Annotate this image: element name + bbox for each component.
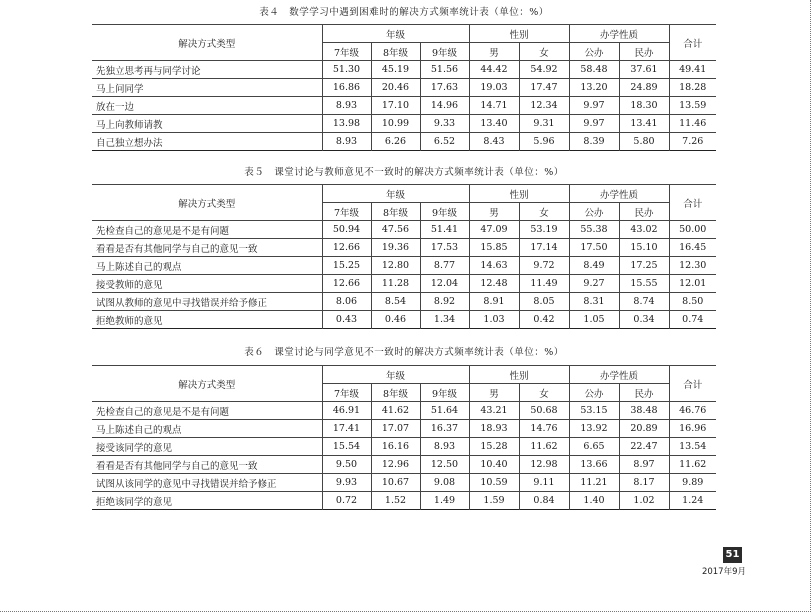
grade-group-header: 年级 xyxy=(322,366,469,384)
grade-header: 8年级 xyxy=(371,384,420,402)
cell-value: 19.03 xyxy=(469,79,519,97)
gender-header: 男 xyxy=(469,384,519,402)
cell-value: 9.08 xyxy=(420,474,469,492)
cell-value: 8.91 xyxy=(469,293,519,311)
table5-caption: 表５ 课堂讨论与教师意见不一致时的解决方式频率统计表（单位：%） xyxy=(244,167,564,178)
cell-value: 17.50 xyxy=(569,239,619,257)
cell-value: 8.39 xyxy=(569,133,619,151)
cell-value: 10.40 xyxy=(469,456,519,474)
cell-value: 8.54 xyxy=(371,293,420,311)
row-label: 先检查自己的意见是不是有问题 xyxy=(92,402,322,420)
cell-value: 0.74 xyxy=(669,311,716,329)
nature-group-header: 办学性质 xyxy=(569,25,669,43)
cell-value: 55.38 xyxy=(569,221,619,239)
cell-value: 14.63 xyxy=(469,257,519,275)
row-label: 试图从教师的意见中寻找错误并给予修正 xyxy=(92,293,322,311)
table-row xyxy=(92,438,716,456)
grade-header: 8年级 xyxy=(371,203,420,221)
cell-value: 19.36 xyxy=(371,239,420,257)
cell-value: 15.28 xyxy=(469,438,519,456)
total-header: 合计 xyxy=(669,25,716,61)
gender-group-header: 性别 xyxy=(469,185,569,203)
cell-value: 12.48 xyxy=(469,275,519,293)
cell-value: 17.63 xyxy=(420,79,469,97)
table-row xyxy=(92,61,716,79)
table6-caption: 表６ 课堂讨论与同学意见不一致时的解决方式频率统计表（单位：%） xyxy=(244,347,564,358)
cell-value: 15.55 xyxy=(619,275,669,293)
table-row xyxy=(92,221,716,239)
cell-value: 6.26 xyxy=(371,133,420,151)
cell-value: 8.92 xyxy=(420,293,469,311)
table-row xyxy=(92,420,716,438)
grade-header: 9年级 xyxy=(420,203,469,221)
row-label: 马上问同学 xyxy=(92,79,322,97)
cell-value: 6.52 xyxy=(420,133,469,151)
grade-header: 9年级 xyxy=(420,43,469,61)
cell-value: 7.26 xyxy=(669,133,716,151)
cell-value: 8.05 xyxy=(519,293,569,311)
cell-value: 16.45 xyxy=(669,239,716,257)
cell-value: 50.68 xyxy=(519,402,569,420)
cell-value: 9.97 xyxy=(569,97,619,115)
cell-value: 16.96 xyxy=(669,420,716,438)
cell-value: 37.61 xyxy=(619,61,669,79)
nature-header: 公办 xyxy=(569,43,619,61)
table4-caption: 表４ 数学学习中遇到困难时的解决方式频率统计表（单位：%） xyxy=(259,7,549,18)
header-row xyxy=(92,366,716,384)
cell-value: 12.04 xyxy=(420,275,469,293)
table-row xyxy=(92,239,716,257)
cell-value: 13.66 xyxy=(569,456,619,474)
cell-value: 11.28 xyxy=(371,275,420,293)
nature-header: 公办 xyxy=(569,384,619,402)
cell-value: 47.09 xyxy=(469,221,519,239)
cell-value: 13.98 xyxy=(322,115,371,133)
nature-header: 民办 xyxy=(619,43,669,61)
table6 xyxy=(92,365,716,510)
cell-value: 1.49 xyxy=(420,492,469,510)
cell-value: 58.48 xyxy=(569,61,619,79)
cell-value: 9.89 xyxy=(669,474,716,492)
grade-header: 7年级 xyxy=(322,43,371,61)
cell-value: 41.62 xyxy=(371,402,420,420)
cell-value: 6.65 xyxy=(569,438,619,456)
nature-header: 民办 xyxy=(619,384,669,402)
cell-value: 8.50 xyxy=(669,293,716,311)
cell-value: 16.86 xyxy=(322,79,371,97)
cell-value: 8.74 xyxy=(619,293,669,311)
row-label: 接受教师的意见 xyxy=(92,275,322,293)
cell-value: 14.96 xyxy=(420,97,469,115)
cell-value: 8.17 xyxy=(619,474,669,492)
cell-value: 0.42 xyxy=(519,311,569,329)
grade-group-header: 年级 xyxy=(322,25,469,43)
cell-value: 9.93 xyxy=(322,474,371,492)
grade-header: 7年级 xyxy=(322,384,371,402)
cell-value: 8.06 xyxy=(322,293,371,311)
cell-value: 16.16 xyxy=(371,438,420,456)
grade-header: 9年级 xyxy=(420,384,469,402)
cell-value: 51.41 xyxy=(420,221,469,239)
table5 xyxy=(92,184,716,329)
row-label: 马上陈述自己的观点 xyxy=(92,420,322,438)
cell-value: 13.59 xyxy=(669,97,716,115)
cell-value: 49.41 xyxy=(669,61,716,79)
cell-value: 51.30 xyxy=(322,61,371,79)
grade-header: 8年级 xyxy=(371,43,420,61)
gender-header: 男 xyxy=(469,203,519,221)
cell-value: 12.01 xyxy=(669,275,716,293)
cell-value: 9.97 xyxy=(569,115,619,133)
gender-group-header: 性别 xyxy=(469,25,569,43)
cell-value: 20.89 xyxy=(619,420,669,438)
cell-value: 17.41 xyxy=(322,420,371,438)
cell-value: 8.49 xyxy=(569,257,619,275)
cell-value: 15.10 xyxy=(619,239,669,257)
cell-value: 1.52 xyxy=(371,492,420,510)
cell-value: 10.67 xyxy=(371,474,420,492)
cell-value: 12.30 xyxy=(669,257,716,275)
cell-value: 38.48 xyxy=(619,402,669,420)
cell-value: 9.27 xyxy=(569,275,619,293)
cell-value: 9.33 xyxy=(420,115,469,133)
cell-value: 15.85 xyxy=(469,239,519,257)
table-row xyxy=(92,97,716,115)
cell-value: 17.53 xyxy=(420,239,469,257)
cell-value: 50.94 xyxy=(322,221,371,239)
cell-value: 8.93 xyxy=(322,133,371,151)
cell-value: 17.07 xyxy=(371,420,420,438)
cell-value: 11.21 xyxy=(569,474,619,492)
cell-value: 14.76 xyxy=(519,420,569,438)
cell-value: 13.41 xyxy=(619,115,669,133)
nature-header: 民办 xyxy=(619,203,669,221)
cell-value: 5.80 xyxy=(619,133,669,151)
cell-value: 17.14 xyxy=(519,239,569,257)
cell-value: 13.40 xyxy=(469,115,519,133)
cell-value: 54.92 xyxy=(519,61,569,79)
cell-value: 43.02 xyxy=(619,221,669,239)
gender-header: 男 xyxy=(469,43,519,61)
table-row xyxy=(92,293,716,311)
cell-value: 18.93 xyxy=(469,420,519,438)
nature-group-header: 办学性质 xyxy=(569,185,669,203)
issue-date: 2017年9月 xyxy=(701,567,746,577)
cell-value: 13.54 xyxy=(669,438,716,456)
cell-value: 12.98 xyxy=(519,456,569,474)
cell-value: 10.99 xyxy=(371,115,420,133)
cell-value: 51.56 xyxy=(420,61,469,79)
cell-value: 1.59 xyxy=(469,492,519,510)
cell-value: 9.50 xyxy=(322,456,371,474)
cell-value: 20.46 xyxy=(371,79,420,97)
table-row xyxy=(92,456,716,474)
cell-value: 0.43 xyxy=(322,311,371,329)
grade-group-header: 年级 xyxy=(322,185,469,203)
cell-value: 1.03 xyxy=(469,311,519,329)
row-label: 看看是否有其他同学与自己的意见一致 xyxy=(92,456,322,474)
cell-value: 9.72 xyxy=(519,257,569,275)
type-header: 解决方式类型 xyxy=(92,366,322,402)
row-label: 接受该同学的意见 xyxy=(92,438,322,456)
cell-value: 1.24 xyxy=(669,492,716,510)
cell-value: 17.47 xyxy=(519,79,569,97)
total-header: 合计 xyxy=(669,185,716,221)
cell-value: 9.31 xyxy=(519,115,569,133)
row-label: 试图从该同学的意见中寻找错误并给予修正 xyxy=(92,474,322,492)
cell-value: 12.50 xyxy=(420,456,469,474)
total-header: 合计 xyxy=(669,366,716,402)
cell-value: 8.43 xyxy=(469,133,519,151)
cell-value: 46.76 xyxy=(669,402,716,420)
cell-value: 8.97 xyxy=(619,456,669,474)
table-row xyxy=(92,311,716,329)
cell-value: 13.20 xyxy=(569,79,619,97)
cell-value: 11.46 xyxy=(669,115,716,133)
cell-value: 15.54 xyxy=(322,438,371,456)
cell-value: 1.40 xyxy=(569,492,619,510)
table-row xyxy=(92,133,716,151)
cell-value: 44.42 xyxy=(469,61,519,79)
cell-value: 45.19 xyxy=(371,61,420,79)
cell-value: 8.77 xyxy=(420,257,469,275)
row-label: 马上向教师请教 xyxy=(92,115,322,133)
cell-value: 0.34 xyxy=(619,311,669,329)
grade-header: 7年级 xyxy=(322,203,371,221)
cell-value: 0.46 xyxy=(371,311,420,329)
row-label: 看看是否有其他同学与自己的意见一致 xyxy=(92,239,322,257)
cell-value: 46.91 xyxy=(322,402,371,420)
table-row xyxy=(92,492,716,510)
cell-value: 10.59 xyxy=(469,474,519,492)
cell-value: 8.93 xyxy=(322,97,371,115)
cell-value: 1.34 xyxy=(420,311,469,329)
row-label: 拒绝该同学的意见 xyxy=(92,492,322,510)
header-row xyxy=(92,185,716,203)
table4 xyxy=(92,24,716,151)
cell-value: 11.62 xyxy=(669,456,716,474)
gender-header: 女 xyxy=(519,384,569,402)
gender-header: 女 xyxy=(519,43,569,61)
cell-value: 11.49 xyxy=(519,275,569,293)
cell-value: 5.96 xyxy=(519,133,569,151)
cell-value: 8.31 xyxy=(569,293,619,311)
cell-value: 15.25 xyxy=(322,257,371,275)
cell-value: 13.92 xyxy=(569,420,619,438)
cell-value: 12.66 xyxy=(322,275,371,293)
cell-value: 47.56 xyxy=(371,221,420,239)
row-label: 先独立思考再与同学讨论 xyxy=(92,61,322,79)
cell-value: 12.96 xyxy=(371,456,420,474)
cell-value: 51.64 xyxy=(420,402,469,420)
cell-value: 1.02 xyxy=(619,492,669,510)
cell-value: 14.71 xyxy=(469,97,519,115)
cell-value: 18.30 xyxy=(619,97,669,115)
cell-value: 0.72 xyxy=(322,492,371,510)
row-label: 拒绝教师的意见 xyxy=(92,311,322,329)
row-label: 放在一边 xyxy=(92,97,322,115)
row-label: 自己独立想办法 xyxy=(92,133,322,151)
cell-value: 24.89 xyxy=(619,79,669,97)
gender-group-header: 性别 xyxy=(469,366,569,384)
cell-value: 50.00 xyxy=(669,221,716,239)
cell-value: 53.15 xyxy=(569,402,619,420)
table-row xyxy=(92,79,716,97)
cell-value: 16.37 xyxy=(420,420,469,438)
row-label: 先检查自己的意见是不是有问题 xyxy=(92,221,322,239)
table-row xyxy=(92,115,716,133)
table-row xyxy=(92,275,716,293)
cell-value: 1.05 xyxy=(569,311,619,329)
cell-value: 17.10 xyxy=(371,97,420,115)
cell-value: 12.34 xyxy=(519,97,569,115)
cell-value: 18.28 xyxy=(669,79,716,97)
gender-header: 女 xyxy=(519,203,569,221)
nature-header: 公办 xyxy=(569,203,619,221)
header-row xyxy=(92,25,716,43)
cell-value: 9.11 xyxy=(519,474,569,492)
type-header: 解决方式类型 xyxy=(92,185,322,221)
nature-group-header: 办学性质 xyxy=(569,366,669,384)
page-number: 51 xyxy=(723,547,742,563)
row-label: 马上陈述自己的观点 xyxy=(92,257,322,275)
cell-value: 12.66 xyxy=(322,239,371,257)
table-row xyxy=(92,257,716,275)
type-header: 解决方式类型 xyxy=(92,25,322,61)
table-row xyxy=(92,402,716,420)
cell-value: 43.21 xyxy=(469,402,519,420)
cell-value: 0.84 xyxy=(519,492,569,510)
cell-value: 53.19 xyxy=(519,221,569,239)
cell-value: 17.25 xyxy=(619,257,669,275)
cell-value: 22.47 xyxy=(619,438,669,456)
cell-value: 8.93 xyxy=(420,438,469,456)
cell-value: 11.62 xyxy=(519,438,569,456)
cell-value: 12.80 xyxy=(371,257,420,275)
table-row xyxy=(92,474,716,492)
